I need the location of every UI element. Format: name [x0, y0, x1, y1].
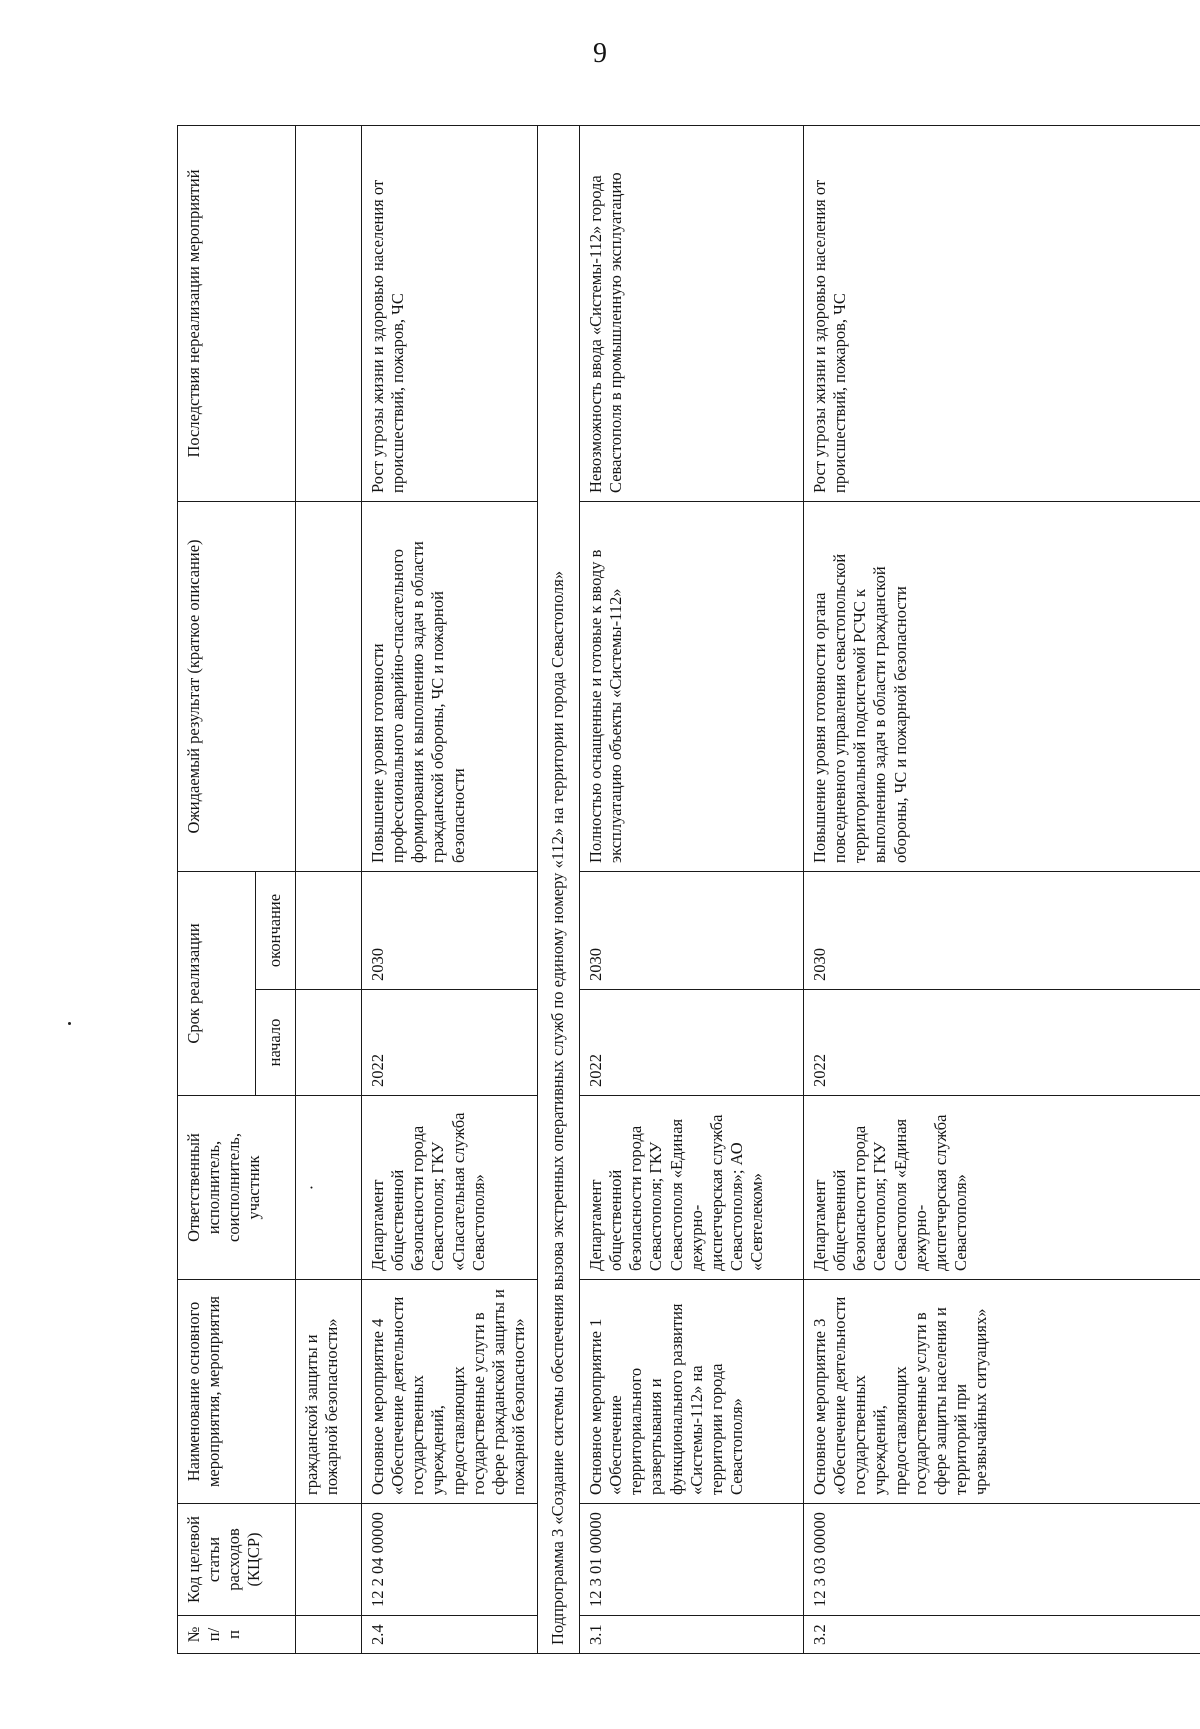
- continuation-row: [296, 125, 362, 1653]
- row-name: Основное мероприятие 1 «Обеспечение территориального развертывания и функционального развития «Системы-112» на территории города Севастополя»: [580, 1280, 804, 1504]
- table-row: [362, 125, 538, 1653]
- header-consequences: Последствия нереализации мероприятий: [178, 125, 296, 501]
- row-result: Повышение уровня готовности органа повседневного управления севастопольской территориальной подсистемой РСЧС к выполнению задач в области гражданской обороны, ЧС и пожарной безопасности: [804, 501, 1200, 871]
- table-row: [804, 125, 1200, 1653]
- header-row: [178, 125, 256, 1653]
- row-start: 2022: [580, 990, 804, 1096]
- row-code: 12 2 04 00000: [362, 1504, 538, 1616]
- row-start: 2022: [804, 990, 1200, 1096]
- header-num: № п/п: [178, 1616, 296, 1654]
- header-result: Ожидаемый результат (краткое описание): [178, 501, 296, 871]
- row-end: 2030: [362, 871, 538, 989]
- continuation-responsible: ·: [296, 1096, 362, 1280]
- row-consequences: Рост угрозы жизни и здоровью населения от происшествий, пожаров, ЧС: [804, 125, 1200, 501]
- row-result: Повышение уровня готовности профессионального аварийно-спасательного формирования к выполнению задач в области гражданской обороны, ЧС и пожарной безопасности: [362, 501, 538, 871]
- header-name: Наименование основного мероприятия, мероприятия: [178, 1280, 296, 1504]
- cell-empty: [296, 990, 362, 1096]
- activities-table: [177, 125, 1200, 1654]
- row-responsible: Департамент общественной безопасности города Севастополя; ГКУ Севастополя «Единая дежурно-диспетчерская служба Севастополя»: [804, 1096, 1200, 1280]
- header-responsible: Ответственный исполнитель, соисполнитель, участник: [178, 1096, 296, 1280]
- subprogram-title: Подпрограмма 3 «Создание системы обеспечения вызова экстренных оперативных служб по единому номеру «112» на территории города Севастополя»: [538, 125, 580, 1653]
- continuation-name: гражданской защиты и пожарной безопасности»: [296, 1280, 362, 1504]
- row-num: 3.2: [804, 1616, 1200, 1654]
- row-responsible: Департамент общественной безопасности города Севастополя; ГКУ «Спасательная служба Севастополя»: [362, 1096, 538, 1280]
- row-consequences: Невозможность ввода «Системы-112» города Севастополя в промышленную эксплуатацию: [580, 125, 804, 501]
- subprogram-row: [538, 125, 580, 1653]
- row-num: 3.1: [580, 1616, 804, 1654]
- row-name: Основное мероприятие 4 «Обеспечение деятельности государственных учреждений, предоставляющих государственные услуги в сфере гражданской защиты и пожарной безопасности»: [362, 1280, 538, 1504]
- rotated-table-container: [177, 126, 1200, 1654]
- cell-empty: [296, 1504, 362, 1616]
- header-period: Срок реализации: [178, 871, 256, 1095]
- row-start: 2022: [362, 990, 538, 1096]
- header-start: начало: [256, 990, 296, 1096]
- row-responsible: Департамент общественной безопасности города Севастополя; ГКУ Севастополя «Единая дежурно-диспетчерская служба Севастополя»; АО «Севтелеком»: [580, 1096, 804, 1280]
- row-result: Полностью оснащенные и готовые к вводу в эксплуатацию объекты «Системы-112»: [580, 501, 804, 871]
- header-end: окончание: [256, 871, 296, 989]
- row-code: 12 3 03 00000: [804, 1504, 1200, 1616]
- row-num: 2.4: [362, 1616, 538, 1654]
- header-code: Код целевой статьи расходов (КЦСР): [178, 1504, 296, 1616]
- cell-empty: [296, 501, 362, 871]
- row-name: Основное мероприятие 3 «Обеспечение деятельности государственных учреждений, предоставляющих государственные услуги в сфере защиты населения и территорий при чрезвычайных ситуациях»: [804, 1280, 1200, 1504]
- cell-empty: [296, 125, 362, 501]
- page-number: 9: [593, 38, 607, 69]
- cell-empty: [296, 871, 362, 989]
- row-consequences: Рост угрозы жизни и здоровью населения от происшествий, пожаров, ЧС: [362, 125, 538, 501]
- table-row: [580, 125, 804, 1653]
- row-code: 12 3 01 00000: [580, 1504, 804, 1616]
- row-end: 2030: [804, 871, 1200, 989]
- stray-mark: [68, 1022, 71, 1025]
- cell-empty: [296, 1616, 362, 1654]
- row-end: 2030: [580, 871, 804, 989]
